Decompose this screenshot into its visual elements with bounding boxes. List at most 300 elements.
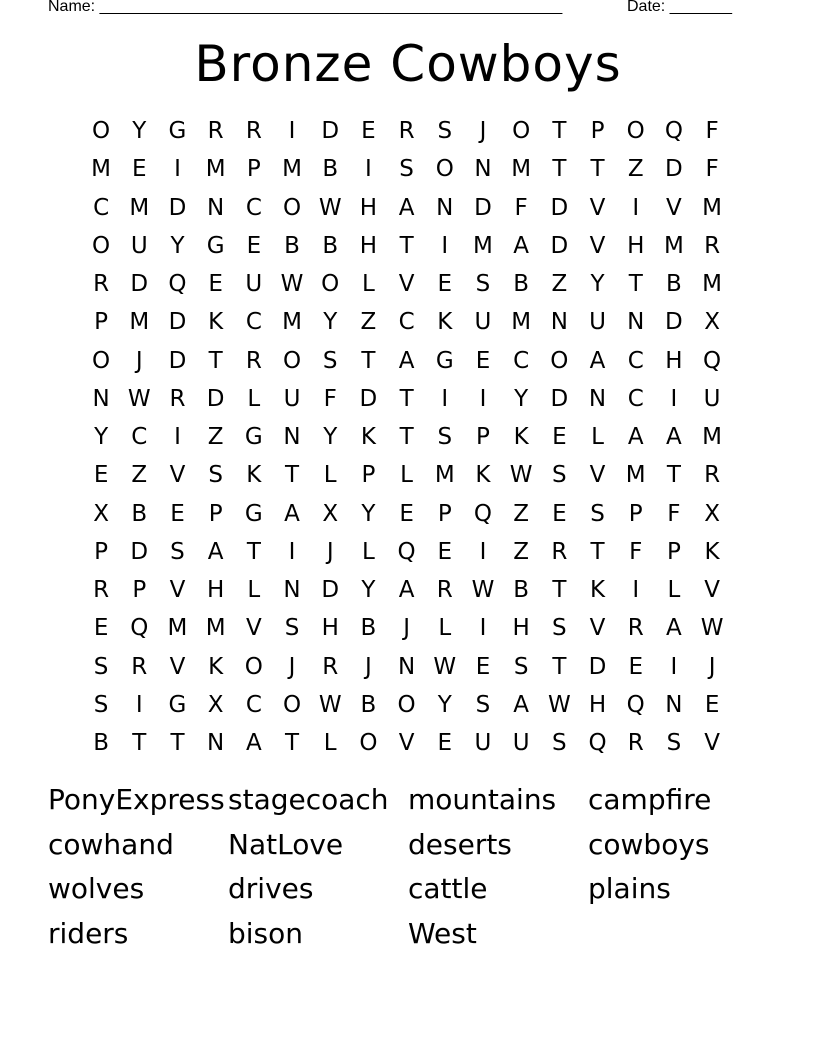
grid-letter[interactable]: D [206,385,225,412]
grid-letter[interactable]: P [361,462,376,489]
grid-letter[interactable]: Y [170,232,185,259]
grid-letter[interactable]: I [174,156,181,183]
grid-letter[interactable]: H [665,347,683,374]
word-bank-item: mountains [408,783,557,816]
grid-letter[interactable]: H [321,615,339,642]
grid-letter[interactable]: O [512,118,531,144]
grid-letter[interactable]: W [318,691,342,718]
grid-letter[interactable]: U [245,271,263,297]
grid-letter[interactable]: I [670,385,678,412]
grid-letter[interactable]: O [92,232,111,259]
grid-letter[interactable]: O [550,347,569,374]
grid-letter[interactable]: P [94,538,109,565]
word-bank [48,778,768,957]
grid-letter[interactable]: S [93,653,109,680]
grid-letter[interactable]: W [127,385,151,412]
grid-letter[interactable]: Y [361,500,376,527]
grid-letter[interactable]: R [245,347,262,374]
grid-letter[interactable]: U [474,730,492,756]
grid-letter[interactable]: U [589,309,606,336]
grid-letter[interactable]: M [205,156,226,183]
grid-letter[interactable]: T [399,424,414,450]
grid-letter[interactable]: G [435,347,454,374]
grid-letter[interactable]: T [590,538,605,565]
grid-letter[interactable]: L [323,462,337,489]
grid-letter[interactable]: R [704,462,721,489]
grid-letter[interactable]: A [627,424,644,450]
grid-letter[interactable]: V [398,730,415,756]
grid-letter[interactable]: E [361,118,376,144]
grid-letter[interactable]: T [170,730,185,756]
grid-letter[interactable]: I [632,194,640,221]
grid-letter[interactable]: N [627,309,645,336]
grid-letter[interactable]: J [365,653,372,680]
grid-letter[interactable]: S [552,615,567,642]
grid-letter[interactable]: N [207,194,225,221]
grid-letter[interactable]: H [588,691,607,718]
grid-letter[interactable]: R [627,730,644,756]
grid-letter[interactable]: S [590,500,605,527]
grid-letter[interactable]: D [130,271,149,297]
grid-letter[interactable]: R [93,577,110,603]
grid-letter[interactable]: D [321,577,340,603]
grid-letter[interactable]: F [705,156,719,183]
grid-letter[interactable]: Y [323,309,338,336]
grid-letter[interactable]: E [475,347,491,374]
grid-letter[interactable]: R [169,385,186,412]
word-bank-item: campfire [588,783,712,816]
grid-letter[interactable]: H [512,615,530,642]
grid-letter[interactable]: E [475,653,491,680]
word-bank-item: bison [228,917,304,951]
grid-letter[interactable]: L [323,730,337,756]
grid-letter[interactable]: O [359,730,378,756]
grid-letter[interactable]: P [666,538,681,565]
grid-letter[interactable]: V [169,653,186,680]
grid-letter[interactable]: B [131,500,148,527]
grid-letter[interactable]: J [135,347,143,374]
grid-letter[interactable]: Z [551,271,568,297]
grid-letter[interactable]: T [361,347,376,374]
grid-letter[interactable]: J [708,653,716,680]
grid-letter[interactable]: K [513,424,529,450]
grid-letter[interactable]: Q [168,271,187,297]
grid-letter[interactable]: V [169,462,186,489]
grid-letter[interactable]: A [513,232,530,259]
grid-letter[interactable]: U [283,385,301,412]
grid-letter[interactable]: Q [703,347,722,374]
grid-letter[interactable]: M [625,462,646,489]
grid-letter[interactable]: M [282,156,302,183]
grid-letter[interactable]: Q [664,118,683,144]
grid-letter[interactable]: S [93,691,109,718]
grid-letter[interactable]: W [318,194,342,221]
grid-letter[interactable]: V [245,615,262,642]
grid-letter[interactable]: T [552,156,567,183]
grid-letter[interactable]: V [704,730,720,756]
grid-letter[interactable]: P [132,577,147,603]
grid-letter[interactable]: B [322,232,339,259]
grid-letter[interactable]: W [280,271,304,297]
grid-letter[interactable]: D [321,118,340,144]
word-bank-item: cattle [408,872,488,906]
grid-letter[interactable]: S [437,118,453,144]
grid-letter[interactable]: L [591,424,604,450]
grid-letter[interactable]: M [91,156,112,183]
grid-letter[interactable]: D [130,538,149,565]
grid-letter[interactable]: G [168,691,187,718]
grid-letter[interactable]: E [399,500,414,527]
grid-letter[interactable]: U [474,309,492,336]
grid-letter[interactable]: H [207,577,225,603]
grid-letter[interactable]: L [247,385,261,412]
grid-letter[interactable]: N [397,653,416,680]
grid-letter[interactable]: O [282,691,302,718]
grid-letter[interactable]: A [513,691,530,718]
grid-letter[interactable]: A [666,615,682,642]
grid-letter[interactable]: Z [131,462,148,489]
grid-letter[interactable]: T [208,347,223,374]
grid-letter[interactable]: E [93,615,109,642]
grid-letter[interactable]: L [667,577,681,603]
grid-letter[interactable]: N [283,424,301,450]
grid-letter[interactable]: N [550,309,568,336]
grid-letter[interactable]: K [475,462,491,489]
grid-letter[interactable]: Y [132,118,147,144]
grid-letter[interactable]: F [629,538,643,565]
grid-letter[interactable]: N [474,156,492,183]
grid-letter[interactable]: A [398,347,415,374]
grid-letter[interactable]: T [552,118,567,144]
grid-letter[interactable]: F [667,500,681,527]
grid-letter[interactable]: N [207,730,225,756]
grid-letter[interactable]: C [131,424,148,450]
grid-letter[interactable]: O [92,347,111,374]
grid-letter[interactable]: M [511,156,532,183]
grid-letter[interactable]: Y [437,691,452,718]
grid-letter[interactable]: H [359,194,378,221]
grid-letter[interactable]: R [207,118,224,144]
grid-letter[interactable]: Z [360,309,377,336]
grid-letter[interactable]: S [322,347,338,374]
grid-letter[interactable]: F [323,385,337,412]
grid-letter[interactable]: V [169,577,186,603]
grid-letter[interactable]: E [170,500,185,527]
letter-grid[interactable] [82,112,731,762]
grid-letter[interactable]: I [135,691,143,718]
grid-letter[interactable]: Z [207,424,224,450]
grid-letter[interactable]: P [628,500,643,527]
grid-letter[interactable]: L [247,577,261,603]
grid-letter[interactable]: X [704,309,720,336]
grid-letter[interactable]: S [437,424,453,450]
grid-letter[interactable]: C [93,194,110,221]
grid-letter[interactable]: E [93,462,109,489]
grid-letter[interactable]: O [626,118,645,144]
grid-letter[interactable]: M [434,462,455,489]
grid-letter[interactable]: W [509,462,533,489]
grid-letter[interactable]: L [361,538,375,565]
grid-letter[interactable]: M [702,271,723,297]
grid-letter[interactable]: E [552,424,567,450]
grid-letter[interactable]: T [552,653,567,680]
grid-letter[interactable]: O [92,118,111,144]
grid-letter[interactable]: T [399,232,414,259]
grid-letter[interactable]: R [398,118,415,144]
grid-letter[interactable]: Z [513,538,530,565]
grid-letter[interactable]: T [628,271,643,297]
grid-letter[interactable]: E [437,730,453,756]
grid-letter[interactable]: O [282,347,302,374]
grid-letter[interactable]: B [360,691,377,718]
grid-letter[interactable]: L [361,271,375,297]
grid-letter[interactable]: K [208,309,224,336]
grid-letter[interactable]: M [167,615,188,642]
grid-letter[interactable]: J [479,118,487,144]
grid-letter[interactable]: Z [627,156,644,183]
grid-letter[interactable]: W [700,615,724,642]
grid-letter[interactable]: S [170,538,185,565]
grid-letter[interactable]: A [398,577,415,603]
grid-letter[interactable]: K [208,653,224,680]
grid-letter[interactable]: I [479,385,487,412]
grid-letter[interactable]: T [552,577,567,603]
grid-letter[interactable]: L [438,615,452,642]
grid-letter[interactable]: S [513,653,529,680]
grid-letter[interactable]: N [92,385,110,412]
grid-letter[interactable]: M [129,194,150,221]
grid-letter[interactable]: D [665,309,683,336]
grid-letter[interactable]: K [437,309,453,336]
grid-letter[interactable]: T [246,538,261,565]
grid-letter[interactable]: W [471,577,495,603]
grid-letter[interactable]: E [437,538,453,565]
grid-letter[interactable]: Q [397,538,416,565]
grid-letter[interactable]: M [205,615,226,642]
grid-letter[interactable]: E [552,500,567,527]
grid-letter[interactable]: A [245,730,262,756]
grid-letter[interactable]: D [588,653,607,680]
grid-letter[interactable]: M [702,424,723,450]
grid-letter[interactable]: J [326,538,334,565]
grid-letter[interactable]: V [398,271,415,297]
grid-letter[interactable]: A [207,538,224,565]
grid-letter[interactable]: M [473,232,493,259]
grid-letter[interactable]: D [665,156,683,183]
grid-letter[interactable]: X [704,500,720,527]
grid-letter[interactable]: Y [361,577,376,603]
grid-letter[interactable]: M [282,309,302,336]
grid-letter[interactable]: A [666,424,682,450]
grid-letter[interactable]: H [627,232,645,259]
grid-letter[interactable]: E [132,156,147,183]
grid-letter[interactable]: I [670,653,678,680]
grid-letter[interactable]: S [284,615,300,642]
grid-letter[interactable]: U [130,232,148,259]
grid-letter[interactable]: K [704,538,720,565]
grid-letter[interactable]: R [131,653,148,680]
grid-letter[interactable]: C [245,194,262,221]
grid-letter[interactable]: Q [473,500,493,527]
grid-letter[interactable]: Q [130,615,149,642]
grid-letter[interactable]: S [399,156,414,183]
grid-letter[interactable]: G [206,232,225,259]
grid-letter[interactable]: T [666,462,681,489]
word-bank-item: wolves [48,872,145,906]
grid-letter[interactable]: S [475,691,491,718]
grid-letter[interactable]: D [168,347,187,374]
grid-letter[interactable]: T [285,730,300,756]
grid-letter[interactable]: B [284,232,300,259]
grid-letter[interactable]: T [285,462,300,489]
grid-letter[interactable]: K [589,577,606,603]
grid-letter[interactable]: F [514,194,528,221]
grid-letter[interactable]: E [246,232,262,259]
grid-letter[interactable]: J [403,615,410,642]
grid-letter[interactable]: S [552,730,567,756]
grid-letter[interactable]: D [168,309,187,336]
grid-letter[interactable]: W [547,691,571,718]
grid-letter[interactable]: I [288,118,296,144]
grid-letter[interactable]: S [552,462,567,489]
grid-letter[interactable]: P [94,309,109,336]
grid-letter[interactable]: Y [323,424,338,450]
grid-letter[interactable]: S [208,462,223,489]
grid-letter[interactable]: P [590,118,605,144]
grid-letter[interactable]: E [628,653,643,680]
grid-letter[interactable]: C [398,309,415,336]
grid-letter[interactable]: X [207,691,224,718]
grid-letter[interactable]: C [627,347,644,374]
grid-letter[interactable]: Y [94,424,109,450]
grid-letter[interactable]: I [479,538,487,565]
grid-letter[interactable]: M [511,309,532,336]
grid-letter[interactable]: G [168,118,187,144]
grid-letter[interactable]: P [246,156,261,183]
grid-letter[interactable]: N [283,577,301,603]
grid-letter[interactable]: C [627,385,644,412]
grid-letter[interactable]: D [550,232,569,259]
grid-letter[interactable]: X [93,500,109,527]
grid-letter[interactable]: M [129,309,150,336]
grid-letter[interactable]: D [550,385,569,412]
grid-letter[interactable]: I [441,385,449,412]
grid-letter[interactable]: X [322,500,339,527]
grid-letter[interactable]: U [703,385,721,412]
grid-letter[interactable]: C [513,347,530,374]
grid-letter[interactable]: E [208,271,223,297]
grid-letter[interactable]: D [474,194,492,221]
grid-letter[interactable]: S [666,730,682,756]
grid-letter[interactable]: I [441,232,449,259]
grid-letter[interactable]: G [244,424,263,450]
grid-letter[interactable]: P [476,424,490,450]
grid-letter[interactable]: W [433,653,457,680]
grid-letter[interactable]: C [245,691,262,718]
grid-letter[interactable]: I [288,538,296,565]
grid-letter[interactable]: P [437,500,452,527]
grid-letter[interactable]: E [704,691,720,718]
grid-letter[interactable]: I [632,577,640,603]
grid-letter[interactable]: V [704,577,720,603]
grid-letter[interactable]: V [666,194,682,221]
grid-letter[interactable]: M [702,194,723,221]
grid-letter[interactable]: Q [588,730,607,756]
grid-letter[interactable]: T [399,385,414,412]
grid-letter[interactable]: A [284,500,300,527]
grid-letter[interactable]: O [321,271,340,297]
grid-letter[interactable]: B [666,271,682,297]
grid-letter[interactable]: N [665,691,683,718]
grid-letter[interactable]: F [705,118,719,144]
word-bank-item: plains [588,872,671,906]
grid-letter[interactable]: B [513,577,530,603]
grid-letter[interactable]: B [93,730,109,756]
grid-letter[interactable]: R [436,577,453,603]
grid-letter[interactable]: J [288,653,296,680]
grid-letter[interactable]: H [359,232,378,259]
grid-letter[interactable]: V [589,194,606,221]
grid-letter[interactable]: V [589,462,606,489]
grid-letter[interactable]: R [627,615,644,642]
grid-letter[interactable]: K [360,424,376,450]
grid-letter[interactable]: A [589,347,606,374]
grid-letter[interactable]: Q [626,691,645,718]
grid-letter[interactable]: M [663,232,684,259]
grid-letter[interactable]: R [551,538,568,565]
grid-letter[interactable]: E [437,271,453,297]
grid-letter[interactable]: O [397,691,416,718]
puzzle-title: Bronze Cowboys [194,35,622,93]
grid-letter[interactable]: T [132,730,147,756]
grid-letter[interactable]: V [589,615,606,642]
grid-letter[interactable]: V [589,232,606,259]
grid-letter[interactable]: Y [590,271,605,297]
grid-letter[interactable]: N [436,194,454,221]
grid-letter[interactable]: K [246,462,262,489]
grid-letter[interactable]: P [208,500,223,527]
grid-letter[interactable]: S [475,271,491,297]
grid-letter[interactable]: R [93,271,110,297]
grid-letter[interactable]: D [168,194,187,221]
grid-letter[interactable]: D [550,194,569,221]
grid-letter[interactable]: I [174,424,181,450]
grid-letter[interactable]: I [365,156,372,183]
grid-letter[interactable]: B [360,615,377,642]
date-field-label[interactable]: Date: _______ [627,0,732,15]
grid-letter[interactable]: C [245,309,262,336]
grid-letter[interactable]: L [400,462,413,489]
grid-letter[interactable]: O [435,156,454,183]
grid-letter[interactable]: N [588,385,607,412]
grid-letter[interactable]: A [398,194,415,221]
grid-letter[interactable]: O [244,653,263,680]
grid-letter[interactable]: Y [514,385,529,412]
grid-letter[interactable]: O [282,194,302,221]
grid-letter[interactable]: T [590,156,605,183]
grid-letter[interactable]: B [322,156,339,183]
grid-letter[interactable]: B [513,271,530,297]
grid-letter[interactable]: R [245,118,262,144]
grid-letter[interactable]: U [512,730,530,756]
grid-letter[interactable]: G [244,500,263,527]
grid-letter[interactable]: R [322,653,339,680]
grid-letter[interactable]: D [359,385,378,412]
grid-letter[interactable]: Z [513,500,530,527]
grid-letter[interactable]: I [479,615,487,642]
grid-letter[interactable]: R [704,232,721,259]
name-field-label[interactable]: Name: ____________________________________________________ [48,0,563,15]
